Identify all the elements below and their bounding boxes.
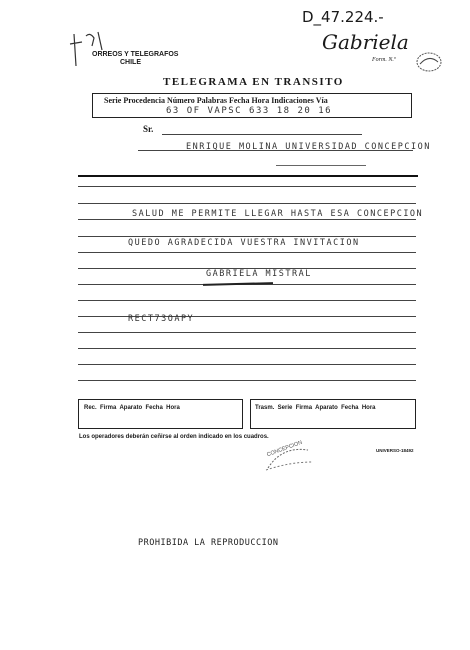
ruled-line <box>78 332 416 333</box>
ruled-line <box>78 219 416 220</box>
handwritten-signature-name: Gabriela <box>322 30 409 54</box>
transmitted-headers: Trasm. Serie Firma Aparato Fecha Hora <box>255 405 376 411</box>
archive-code: D_47.224.- <box>302 8 384 26</box>
ruled-line <box>78 380 416 381</box>
short-rule <box>276 165 366 166</box>
document-title: TELEGRAMA EN TRANSITO <box>163 76 344 88</box>
org-country: CHILE <box>120 59 141 66</box>
routing-headers: Serie Procedencia Número Palabras Fecha Hora Indicaciones Vía <box>104 96 328 105</box>
operators-notice: Los operadores deberán ceñirse al orden indicado en los cuadros. <box>79 434 269 440</box>
print-code: UNIVERSO-18492 <box>376 448 414 453</box>
thick-rule <box>78 175 418 177</box>
ruled-line <box>78 348 416 349</box>
postmark-text: CONCEPCION <box>266 439 304 459</box>
corner-mark-icon <box>68 30 108 70</box>
ruled-line <box>78 364 416 365</box>
prohibition-notice: PROHIBIDA LA REPRODUCCION <box>138 538 279 548</box>
received-box <box>78 399 243 429</box>
message-line-1: SALUD ME PERMITE LLEGAR HASTA ESA CONCEPCION <box>132 209 424 219</box>
transmitted-box <box>250 399 416 429</box>
org-name: ORREOS Y TELEGRAFOS <box>92 51 179 58</box>
message-line-2: QUEDO AGRADECIDA VUESTRA INVITACION <box>128 238 360 248</box>
addressee-value: ENRIQUE MOLINA UNIVERSIDAD CONCEPCION <box>186 142 431 152</box>
message-footer-code: RECT73OAPY <box>128 314 195 324</box>
form-number: Form. N.º <box>372 57 396 63</box>
ruled-line <box>78 236 416 237</box>
addressee-underline <box>162 134 362 135</box>
ruled-line <box>78 203 416 204</box>
addressee-label: Sr. <box>143 124 154 134</box>
ruled-line <box>78 252 416 253</box>
signature-underline <box>203 282 273 286</box>
message-signature: GABRIELA MISTRAL <box>206 269 312 279</box>
corner-stamp-icon <box>414 50 444 74</box>
ruled-line <box>78 186 416 187</box>
routing-values: 63 OF VAPSC 633 18 20 16 <box>166 106 333 116</box>
ruled-line <box>78 300 416 301</box>
received-headers: Rec. Firma Aparato Fecha Hora <box>84 405 180 411</box>
